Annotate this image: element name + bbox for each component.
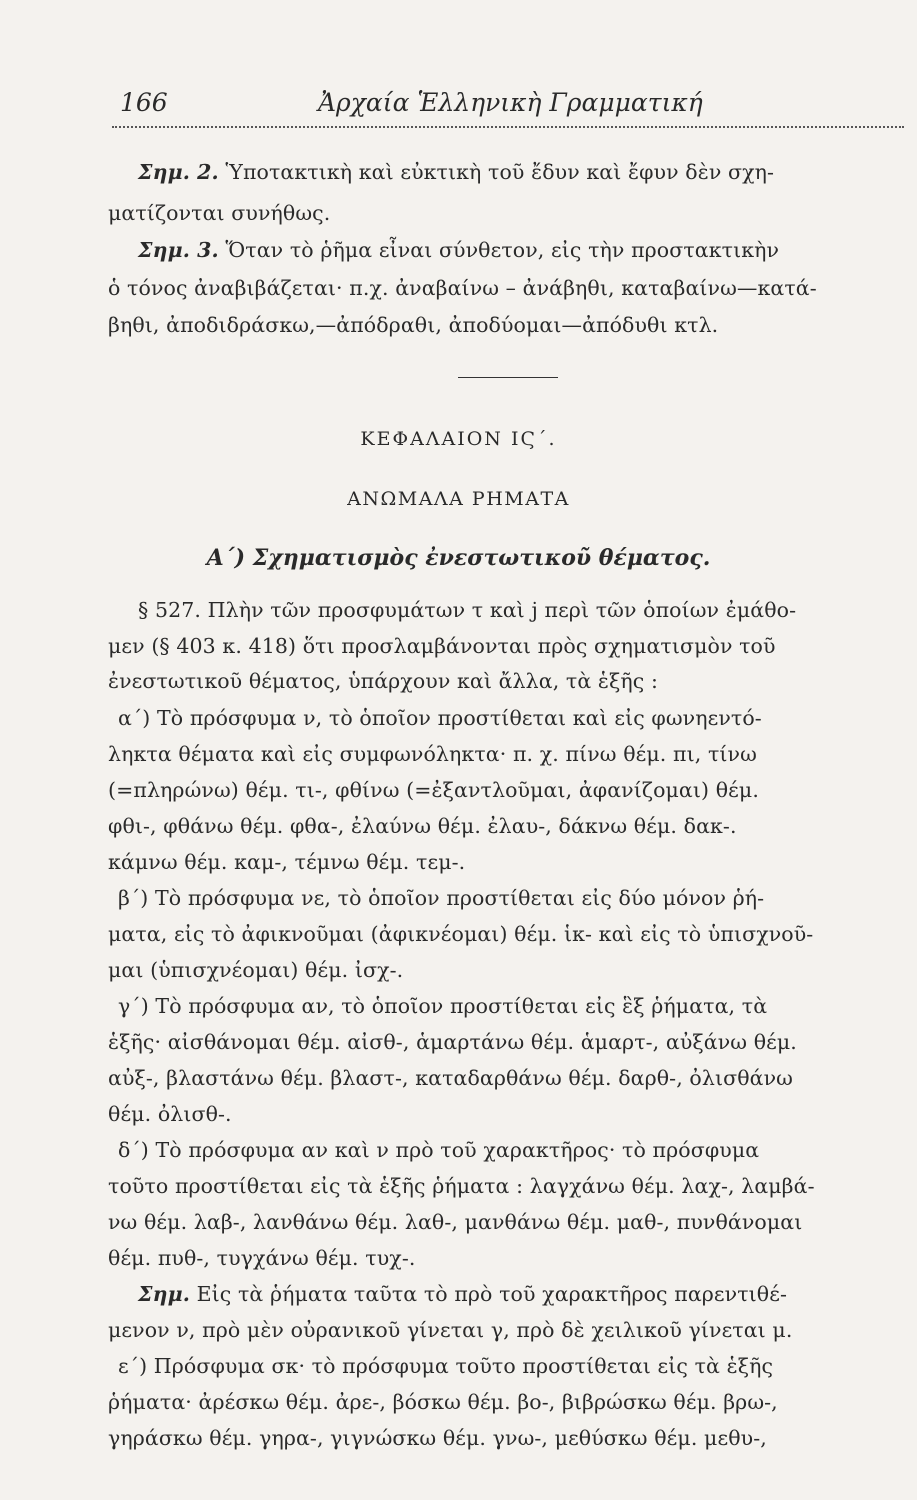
body-line: γ΄) Τὸ πρόσφυμα αν, τὸ ὁποῖον προστίθεται εἰς ἓξ ῥήματα, τὰ xyxy=(118,994,768,1018)
chapter-number: ΚΕΦΑΛΑΙΟΝ ΙϚ΄. xyxy=(360,428,557,450)
body-line: ῥήματα· ἀρέσκω θέμ. ἀρε-, βόσκω θέμ. βο-, βιβρώσκω θέμ. βρω-, xyxy=(108,1390,778,1414)
body-line: γηράσκω θέμ. γηρα-, γιγνώσκω θέμ. γνω-, μεθύσκω θέμ. μεθυ-, xyxy=(108,1426,767,1450)
page-number: 166 xyxy=(120,88,168,117)
note-2-line-1: Σημ. 2. Ὑποτακτικὴ καὶ εὐκτικὴ τοῦ ἔδυν καὶ ἔφυν δὲν σχη- xyxy=(138,160,775,184)
section-subtitle: Α΄) Σχηματισμὸς ἐνεστωτικοῦ θέματος. xyxy=(206,545,711,571)
note-2-line-2: ματίζονται συνήθως. xyxy=(108,201,331,225)
body-line: κάμνω θέμ. καμ-, τέμνω θέμ. τεμ-. xyxy=(108,850,466,874)
body-line: αὐξ-, βλαστάνω θέμ. βλαστ-, καταδαρθάνω θέμ. δαρθ-, ὀλισθάνω xyxy=(108,1066,793,1090)
section-separator xyxy=(458,377,558,378)
note-3-line-1: Σημ. 3. Ὅταν τὸ ῥῆμα εἶναι σύνθετον, εἰς τὴν προστακτικὴν xyxy=(138,238,780,262)
body-line: θέμ. ὀλισθ-. xyxy=(108,1102,232,1126)
running-title: Ἀρχαία Ἑλληνικὴ Γραμματική xyxy=(318,88,703,117)
body-line: ματα, εἰς τὸ ἀφικνοῦμαι (ἀφικνέομαι) θέμ. ἱκ- καὶ εἰς τὸ ὑπισχνοῦ- xyxy=(108,922,814,946)
header-dotted-rule xyxy=(112,126,904,128)
body-line: § 527. Πλὴν τῶν προσφυμάτων τ καὶ j περὶ τῶν ὁποίων ἐμάθο- xyxy=(138,598,797,622)
body-line: μεν (§ 403 κ. 418) ὅτι προσλαμβάνονται πρὸς σχηματισμὸν τοῦ xyxy=(108,634,776,658)
body-line: α΄) Τὸ πρόσφυμα ν, τὸ ὁποῖον προστίθεται καὶ εἰς φωνηεντό- xyxy=(118,706,762,730)
body-note-line-2: μενον ν, πρὸ μὲν οὐρανικοῦ γίνεται γ, πρὸ δὲ χειλικοῦ γίνεται μ. xyxy=(108,1318,793,1342)
body-line: ἐνεστωτικοῦ θέματος, ὑπάρχουν καὶ ἄλλα, τὰ ἑξῆς : xyxy=(108,669,659,693)
body-line: ληκτα θέματα καὶ εἰς συμφωνόληκτα· π. χ. πίνω θέμ. πι, τίνω xyxy=(108,742,757,766)
body-line: θέμ. πυθ-, τυγχάνω θέμ. τυχ-. xyxy=(108,1246,416,1270)
body-note-line-1: Σημ. Εἰς τὰ ῥήματα ταῦτα τὸ πρὸ τοῦ χαρακτῆρος παρεντιθέ- xyxy=(138,1282,787,1306)
note-3-line-3: βηθι, ἀποδιδράσκω,—ἀπόδραθι, ἀποδύομαι—ἀπόδυθι κτλ. xyxy=(108,313,719,337)
body-line: δ΄) Τὸ πρόσφυμα αν καὶ ν πρὸ τοῦ χαρακτῆρος· τὸ πρόσφυμα xyxy=(118,1138,760,1162)
body-line: (=πληρώνω) θέμ. τι-, φθίνω (=ἐξαντλοῦμαι, ἀφανίζομαι) θέμ. xyxy=(108,778,759,802)
body-line: νω θέμ. λαβ-, λανθάνω θέμ. λαθ-, μανθάνω θέμ. μαθ-, πυνθάνομαι xyxy=(108,1210,803,1234)
chapter-title: ΑΝΩΜΑΛΑ ΡΗΜΑΤΑ xyxy=(347,488,570,510)
body-line: ε΄) Πρόσφυμα σκ· τὸ πρόσφυμα τοῦτο προστίθεται εἰς τὰ ἑξῆς xyxy=(118,1354,774,1378)
page-header xyxy=(108,88,904,124)
note-3-line-2: ὁ τόνος ἀναβιβάζεται· π.χ. ἀναβαίνω – ἀνάβηθι, καταβαίνω—κατά- xyxy=(108,276,817,300)
body-line: τοῦτο προστίθεται εἰς τὰ ἑξῆς ῥήματα : λαγχάνω θέμ. λαχ-, λαμβά- xyxy=(108,1174,815,1198)
body-line: β΄) Τὸ πρόσφυμα νε, τὸ ὁποῖον προστίθεται εἰς δύο μόνον ῥή- xyxy=(118,886,765,910)
body-line: φθι-, φθάνω θέμ. φθα-, ἐλαύνω θέμ. ἐλαυ-, δάκνω θέμ. δακ-. xyxy=(108,814,737,838)
body-line: ἑξῆς· αἰσθάνομαι θέμ. αἰσθ-, ἁμαρτάνω θέμ. ἁμαρτ-, αὐξάνω θέμ. xyxy=(108,1030,797,1054)
body-line: μαι (ὑπισχνέομαι) θέμ. ἰσχ-. xyxy=(108,958,404,982)
